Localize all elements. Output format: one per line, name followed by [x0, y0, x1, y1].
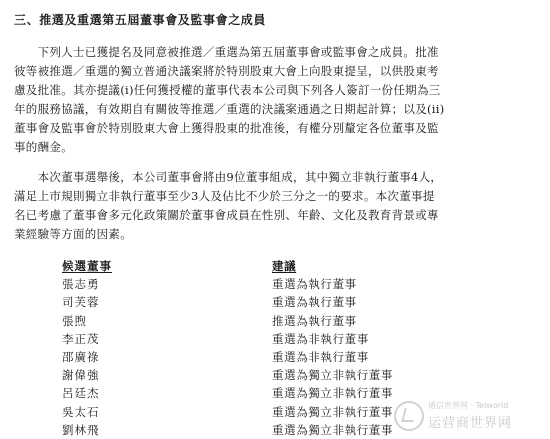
paragraph-line: 名已考慮了董事會多元化政策關於董事會成員在性別、年齡、文化及教育背景或專	[14, 208, 439, 222]
table-row	[62, 275, 393, 293]
table-row	[62, 403, 393, 421]
section-heading: 三、推選及重選第五屆董事會及監事會之成員	[14, 13, 267, 27]
candidate-recommendation: 重選為非執行董事	[272, 350, 369, 365]
candidate-name: 張煦	[62, 313, 87, 328]
candidate-recommendation: 重選為獨立非執行董事	[272, 368, 393, 383]
table-header-row	[62, 257, 393, 275]
table-row	[62, 348, 393, 366]
candidate-recommendation: 重選為執行董事	[272, 295, 357, 310]
watermark-line1: 通信世界网 · Telworld	[428, 401, 509, 410]
column-header-recommendation: 建議	[272, 259, 297, 274]
paragraph-board-composition	[14, 168, 517, 244]
candidates-table	[62, 257, 393, 439]
watermark	[394, 400, 544, 432]
paragraph-line: 彼等被推選／重選的獨立普通決議案將於特別股東大會上向股東提呈，以供股東考	[14, 64, 439, 78]
candidate-name: 司芙蓉	[62, 295, 100, 310]
table-row	[62, 384, 393, 402]
candidate-recommendation: 重選為執行董事	[272, 277, 357, 292]
table-row	[62, 293, 393, 311]
column-header-candidate: 候選董事	[62, 259, 112, 274]
paragraph-line: 年的服務協議，有效期自有關彼等推選／重選的決議案通過之日期起計算；以及(ii)	[14, 102, 445, 116]
candidate-recommendation: 重選為非執行董事	[272, 331, 369, 346]
candidate-name: 吳太石	[62, 404, 100, 419]
candidate-name: 劉林飛	[62, 422, 100, 437]
candidate-name: 張志勇	[62, 277, 100, 292]
table-row	[62, 421, 393, 439]
paragraph-line: 本次董事選舉後，本公司董事會將由9位董事組成，其中獨立非執行董事4人，	[14, 170, 443, 184]
candidate-recommendation: 重選為獨立非執行董事	[272, 404, 393, 419]
candidate-recommendation: 重選為獨立非執行董事	[272, 386, 393, 401]
paragraph-line: 董事會及監事會於特別股東大會上獲得股東的批准後，有權分別釐定各位董事及監	[14, 121, 439, 135]
candidate-name: 謝偉強	[62, 368, 100, 383]
candidate-name: 呂廷杰	[62, 386, 100, 401]
paragraph-line: 慮及批准。其亦提議(i)任何獲授權的董事代表本公司與下列各人簽訂一份任期為三	[14, 83, 441, 97]
paragraph-line: 業經驗等方面的因素。	[14, 227, 132, 241]
table-row	[62, 330, 393, 348]
candidate-recommendation: 推選為執行董事	[272, 313, 357, 328]
candidate-name: 李正茂	[62, 331, 100, 346]
table-row	[62, 366, 393, 384]
table-row	[62, 312, 393, 330]
candidate-name: 邵廣祿	[62, 350, 100, 365]
paragraph-line: 滿足上市規則獨立非執行董事至少3人及佔比不少於三分之一的要求。本次董事提	[14, 189, 435, 203]
watermark-logo-icon	[394, 401, 424, 431]
paragraph-nomination	[14, 43, 517, 157]
watermark-line2: 运营商世界网	[428, 416, 513, 431]
candidate-recommendation: 重選為獨立非執行董事	[272, 422, 393, 437]
paragraph-line: 事的酬金。	[14, 140, 73, 154]
paragraph-line: 下列人士已獲提名及同意被推選／重選為第五屆董事會或監事會之成員。批准	[14, 45, 439, 59]
